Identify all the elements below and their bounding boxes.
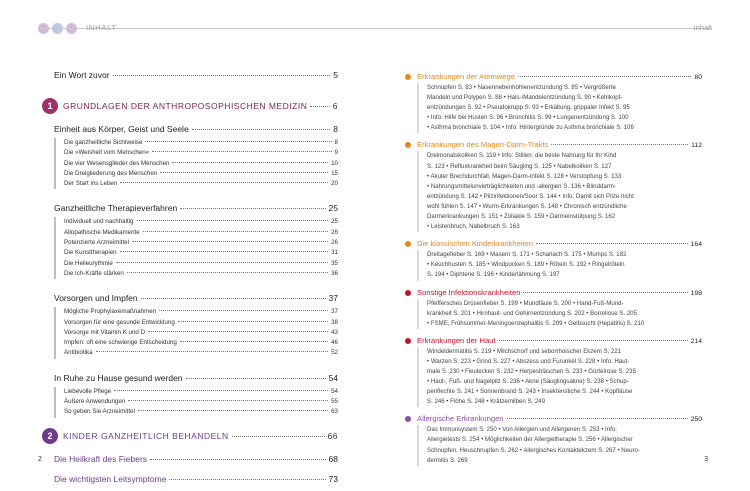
entry-line: Allergietests S. 254 • Möglichkeiten der Allergietherapie S. 256 • Allergischer: [427, 436, 633, 444]
entry-line: Darmerkrankungen S. 151 • Zöliakie S. 159 • Darmeinstülpung S. 162: [427, 213, 616, 221]
toc-chapter[interactable]: [54, 454, 338, 464]
sub-title: Vorsorge mit Vitamin K und D: [64, 328, 146, 336]
sub-title: Mögliche Prophylaxemaßnahmen: [64, 308, 157, 316]
chapter-page: 54: [328, 372, 338, 383]
part-page: 6: [332, 101, 338, 111]
sub-title: Äußere Anwendungen: [64, 398, 126, 406]
chapter-title: Die Heilkraft des Fiebers: [54, 453, 148, 464]
toc-subchapter[interactable]: [64, 179, 338, 189]
sub-title: Die »Weisheit vom Menschen«: [64, 149, 150, 157]
dot-leader: [507, 418, 688, 419]
left-page-toc: [47, 70, 338, 488]
toc-subchapter[interactable]: [64, 307, 338, 317]
dot-leader: [536, 243, 688, 244]
dot-leader: [116, 262, 328, 263]
sub-title: Die Dreigliederung des Menschen: [64, 169, 158, 177]
toc-subchapter[interactable]: [64, 269, 338, 279]
entry-line: Schnupfen S. 83 • Nasennebenhöhlenentzündung S. 85 • Vergrößerte: [427, 84, 616, 91]
section-page: 250: [690, 416, 702, 424]
dot-leader: [96, 351, 329, 352]
sub-page: 63: [331, 408, 338, 416]
toc-subchapter[interactable]: [64, 159, 338, 169]
dot-leader: [137, 220, 329, 221]
chapter-title: Ganzheitliche Therapieverfahren: [54, 203, 178, 214]
dot-leader: [113, 75, 331, 76]
toc-part-2[interactable]: [47, 428, 338, 444]
dot-leader: [518, 76, 692, 77]
entry-line: penflechte S. 241 • Sonnenbrand S. 243 • Insektenstiche S. 244 • Kopfläuse: [427, 388, 633, 396]
sub-page: 46: [331, 339, 338, 347]
sub-page: 38: [331, 318, 338, 326]
toc-section: [417, 288, 702, 329]
entry-line: entzündungen S. 92 • Pseudokrupp S. 93 • Erkältung, grippaler Infekt S. 95: [427, 104, 630, 112]
section-heading[interactable]: [417, 72, 702, 81]
entry-line: Pfeiffersches Drüsenfieber S. 199 • Mundfäule S. 200 • Hand-Fuß-Mund-: [427, 299, 624, 307]
entry-line: S. 194 • Diphterie S. 196 • Kinderlähmung S. 197: [427, 271, 560, 279]
sub-title: Der Start ins Leben: [64, 180, 118, 188]
section-page: 80: [694, 74, 702, 81]
sub-page: 52: [331, 349, 338, 357]
section-page: 164: [690, 241, 702, 249]
section-page: 214: [690, 337, 702, 345]
chapter-page: 73: [328, 473, 338, 484]
chapter-title: Die wichtigsten Leitsymptome: [54, 473, 167, 484]
subchapter-list: [54, 387, 338, 418]
dot-leader: [178, 321, 328, 322]
dot-leader: [127, 272, 328, 273]
entry-line: Dreimonatskoliken S. 119 • Info: Stillen: die beste Nahrung für Ihr Kind: [427, 152, 617, 160]
sub-title: Die Heileurythmie: [64, 259, 113, 267]
bullet-icon: [405, 416, 411, 422]
section-title: Erkrankungen der Atemwege: [417, 72, 515, 81]
dot-leader: [120, 182, 328, 183]
section-entries: [417, 83, 702, 133]
dot-leader: [132, 241, 328, 242]
dot-leader: [551, 144, 688, 145]
toc-intro-page: 5: [333, 70, 338, 80]
toc-intro-title: Ein Wort zuvor: [54, 70, 110, 80]
entry-line: Das Immunsystem S. 250 • Von Allergien und Allergenen S. 253 • Info:: [427, 426, 617, 434]
entry-line: wohl fühlen S. 147 • Wurm-Erkrankungen S. 148 • Chronisch entzündliche: [427, 202, 627, 210]
dot-leader: [172, 162, 328, 163]
toc-part-1[interactable]: [47, 98, 338, 114]
section-heading[interactable]: [417, 239, 702, 248]
sub-page: 9: [334, 149, 338, 157]
entry-line: Schnupfen, Heuschnupfen S. 262 • Allergisches Kontaktekzem S. 267 • Neuro-: [427, 446, 640, 454]
dot-leader: [180, 341, 328, 342]
dot-leader: [141, 298, 326, 299]
entry-line: Windeldermatitis S. 219 • Milchschorf und seborrhoischer Ekzem S. 221: [427, 347, 622, 355]
subchapter-list: [54, 307, 338, 358]
entry-line: entzündung S. 142 • Pilzinfektionen/Soor S. 144 • Info: Damit sich Pilze nicht: [427, 192, 634, 200]
sub-page: 8: [334, 139, 338, 146]
sub-title: Allopathische Medikamente: [64, 228, 140, 236]
right-page-toc: [417, 72, 702, 473]
sub-title: Liebevolle Pflege: [64, 387, 112, 395]
toc-subchapter[interactable]: [64, 138, 338, 148]
sub-title: Potenzierte Arzneimittel: [64, 239, 129, 247]
chapter-page: 8: [333, 124, 338, 134]
toc-subchapter[interactable]: [64, 387, 338, 397]
section-entries: [417, 299, 702, 329]
sub-page: 31: [331, 249, 338, 257]
entry-line: • Haut-, Fuß- und Nagelpilz S. 236 • Akne (Säuglingsakne) S. 238 • Schup-: [427, 378, 629, 386]
sub-title: Antibiotika: [64, 349, 93, 357]
page-number-right: 3: [704, 456, 708, 463]
toc-subchapter[interactable]: [64, 328, 338, 338]
bullet-icon: [405, 142, 411, 148]
sub-page: 20: [331, 180, 338, 188]
bullet-icon: [405, 338, 411, 344]
section-heading[interactable]: [417, 336, 702, 345]
dot-leader: [232, 436, 325, 437]
chapter-page: 68: [328, 453, 338, 464]
bullet-icon: [405, 290, 411, 296]
section-heading[interactable]: [417, 140, 702, 149]
section-title: Erkrankungen der Haut: [417, 335, 496, 345]
toc-subchapter[interactable]: [64, 217, 338, 227]
toc-chapter[interactable]: [54, 293, 338, 303]
toc-subchapter[interactable]: [64, 318, 338, 328]
sub-page: 36: [331, 269, 338, 277]
toc-subchapter[interactable]: [64, 407, 338, 417]
chapter-title: Einheit aus Körper, Geist und Seele: [54, 124, 189, 134]
sub-title: Die Ich-Kräfte stärken: [64, 269, 124, 277]
entry-line: • Keuchhusten S. 185 • Windpocken S. 189 • Röteln S. 192 • Ringelröteln: [427, 261, 625, 269]
toc-section: [417, 140, 702, 232]
section-entries: [417, 347, 702, 408]
section-page: 198: [690, 289, 702, 297]
entry-line: male S. 230 • Fieulecken S. 232 • Herpesbläschen S. 233 • Gürtelrose S. 235: [427, 367, 636, 375]
toc-section: [417, 72, 702, 133]
sub-page: 15: [331, 169, 338, 177]
section-heading[interactable]: [417, 288, 702, 297]
sub-title: Die vier Wesensglieder des Menschen: [64, 159, 170, 167]
entry-line: Mandeln und Polypen S. 88 • Hals-/Mandelentzündung S. 90 • Kehlkopf-: [427, 94, 623, 102]
toc-subchapter[interactable]: [64, 169, 338, 179]
sub-page: 10: [331, 159, 338, 167]
sub-page: 25: [331, 218, 338, 226]
sub-title: Die ganzheitliche Sichtweise: [64, 139, 143, 146]
toc-chapter[interactable]: [54, 124, 338, 134]
part-title: KINDER GANZHEITLICH BEHANDELN: [63, 430, 229, 441]
dot-leader: [523, 292, 687, 293]
running-head-right: Inhalt: [693, 23, 712, 32]
dot-leader: [159, 310, 328, 311]
dot-leader: [310, 106, 329, 107]
sub-title: Vorsorgen für eine gesunde Entwicklung: [64, 318, 175, 326]
entry-line: • Nahrungsmittelunverträglichkeiten und -allergien S. 136 • Blinddarm-: [427, 182, 616, 190]
section-title: Die klassischen Kinderkrankheiten: [417, 239, 534, 249]
dot-leader: [138, 410, 328, 411]
dot-leader: [169, 479, 325, 480]
dot-leader: [499, 340, 688, 341]
dot-leader: [192, 129, 331, 130]
page-number-left: 2: [38, 456, 42, 463]
toc-section: [417, 414, 702, 465]
toc-subchapter[interactable]: [64, 259, 338, 269]
dot-leader: [114, 390, 328, 391]
part-number-badge: 2: [42, 428, 58, 444]
header-rule: [38, 28, 712, 29]
sub-page: 35: [331, 259, 338, 267]
sub-page: 43: [331, 328, 338, 336]
toc-chapter[interactable]: [54, 474, 338, 484]
toc-subchapter[interactable]: [64, 248, 338, 258]
toc-chapter[interactable]: [54, 203, 338, 213]
sub-title: So geben Sie Arzneimittel: [64, 408, 135, 416]
chapter-page: 37: [328, 293, 338, 304]
sub-title: Die Kunsttherapien: [64, 249, 117, 257]
dot-leader: [128, 400, 328, 401]
toc-section: [417, 239, 702, 280]
dot-leader: [186, 378, 326, 379]
entry-line: • Leistenbruch, Nabelbruch S. 163: [427, 223, 520, 231]
part-title: GRUNDLAGEN DER ANTHROPOSOPHISCHEN MEDIZIN: [63, 101, 308, 111]
entry-line: • Warzen S. 223 • Grind S. 227 • Abszess und Furunkel S. 228 • Info: Haut-: [427, 357, 630, 365]
entry-line: krankheit S. 201 • Hirnhaut- und Gehirnentzündung S. 202 • Borreliose S. 205: [427, 309, 637, 317]
entry-line: • Akuter Brechdurchfall, Magen-Darm-Infekt S. 128 • Verstopfung S. 133: [427, 172, 622, 180]
dot-leader: [145, 141, 331, 142]
toc-intro[interactable]: [54, 70, 338, 80]
section-title: Sonstige Infektionskrankheiten: [417, 287, 521, 297]
chapter-page: 25: [328, 203, 338, 214]
section-title: Erkrankungen des Magen-Darm-Trakts: [417, 140, 549, 150]
entry-line: Dreitagefieber S. 169 • Masern S. 171 • Scharlach S. 175 • Mumps S. 182: [427, 251, 627, 259]
toc-subchapter[interactable]: [64, 238, 338, 248]
dot-leader: [148, 331, 328, 332]
chapter-title: In Ruhe zu Hause gesund werden: [54, 372, 183, 383]
dot-leader: [180, 208, 325, 209]
toc-subchapter[interactable]: [64, 148, 338, 158]
section-entries: [417, 250, 702, 280]
running-head-left: INHALT: [86, 23, 117, 32]
bullet-icon: [405, 241, 411, 247]
section-heading[interactable]: [417, 414, 702, 423]
toc-chapter[interactable]: [54, 373, 338, 383]
dot-leader: [120, 251, 328, 252]
entry-line: dermitis S. 269: [427, 456, 468, 464]
entry-line: • Info: Hilfe bei Husten S. 96 • Bronchitis S. 99 • Lungenentzündung S. 100: [427, 114, 629, 122]
toc-subchapter[interactable]: [64, 338, 338, 348]
dot-leader: [150, 459, 325, 460]
toc-subchapter[interactable]: [64, 397, 338, 407]
toc-subchapter[interactable]: [64, 228, 338, 238]
dot-leader: [143, 231, 328, 232]
entry-line: S. 123 • Refluxkrankheit beim Säugling S. 125 • Nabelkoliken S. 127: [427, 162, 612, 170]
entry-line: S. 246 • Flöhe S. 248 • Krätzemilben S. 249: [427, 398, 546, 406]
entry-line: • Asthma bronchiale S. 104 • Info: Hintergründe zu Asthma bronchiale S. 106: [427, 124, 634, 132]
section-entries: [417, 425, 702, 465]
subchapter-list: [54, 217, 338, 279]
section-title: Allergische Erkrankungen: [417, 414, 504, 424]
section-entries: [417, 151, 702, 232]
subchapter-list: [54, 138, 338, 189]
section-page: 112: [691, 142, 702, 150]
dot-leader: [152, 151, 331, 152]
entry-line: • FSME, Frühsommer-Meningoenzephalitis S. 209 • Gelbsucht (Hepatitis) S. 210: [427, 319, 645, 327]
sub-page: 26: [331, 239, 338, 247]
toc-subchapter[interactable]: [64, 348, 338, 358]
part-number-badge: 1: [42, 98, 58, 114]
sub-title: Individuell und nachhaltig: [64, 218, 134, 226]
sub-title: Impfen: oft eine schwierige Entscheidung: [64, 339, 177, 347]
sub-page: 54: [331, 387, 338, 395]
toc-section: [417, 336, 702, 408]
sub-page: 37: [331, 308, 338, 316]
dot-leader: [160, 172, 328, 173]
chapter-title: Vorsorgen und Impfen: [54, 293, 138, 304]
part-page: 66: [327, 430, 338, 441]
bullet-icon: [405, 74, 411, 80]
sub-page: 26: [331, 228, 338, 236]
sub-page: 55: [331, 398, 338, 406]
